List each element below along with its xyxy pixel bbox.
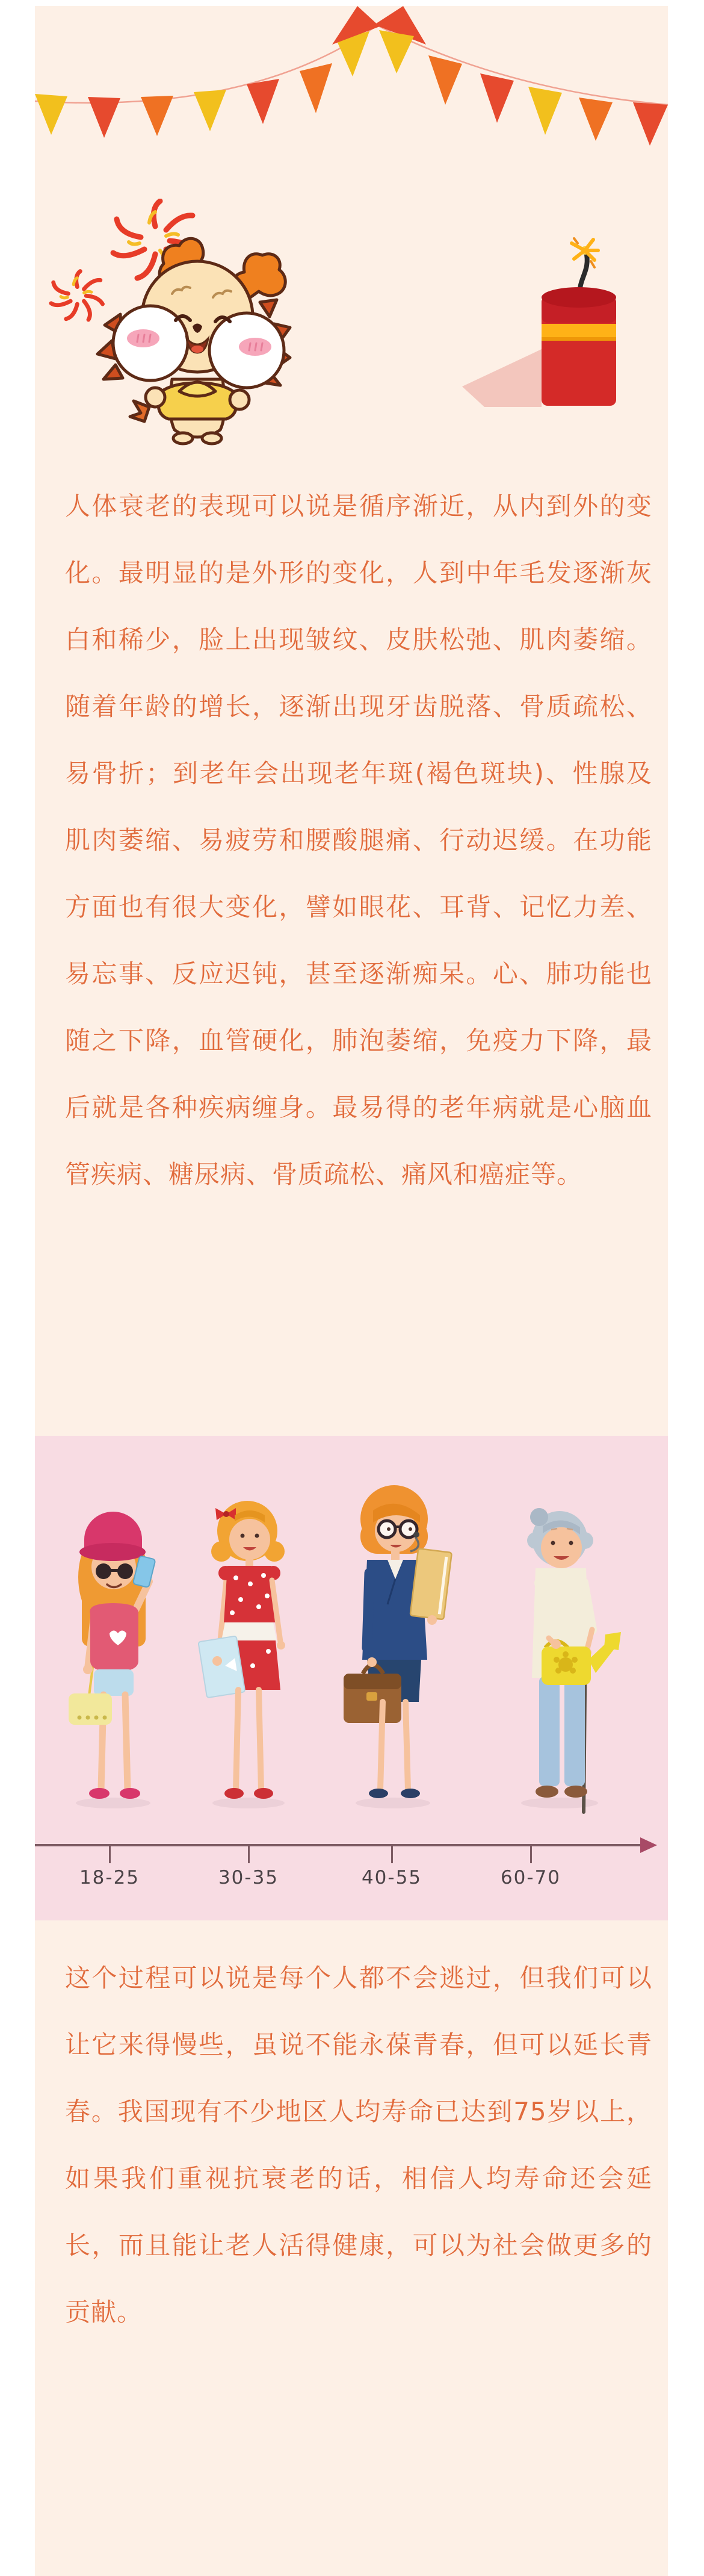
timeline-arrowhead-icon	[640, 1837, 657, 1853]
bunting-banner-icon	[35, 6, 668, 158]
paragraph-anti-aging: 这个过程可以说是每个人都不会逃过，但我们可以让它来得慢些，虽说不能永葆青春，但可以延长青春。我国现有不少地区人均寿命已达到75岁以上，如果我们重视抗衰老的话，相信人均寿命还会延长，而且能让老人活得健康，可以为社会做更多的贡献。	[65, 1963, 652, 2327]
timeline-tick	[530, 1844, 532, 1863]
figure-senior-60-70	[527, 1508, 621, 1812]
content-panel	[35, 6, 668, 2576]
aging-figures	[35, 1460, 668, 1845]
figure-young-adult-18-25	[69, 1512, 156, 1799]
dragon-illustration	[48, 199, 409, 445]
age-label-40-55: 40-55	[361, 1867, 422, 1889]
dragon-body	[97, 238, 290, 444]
timeline-tick	[109, 1844, 111, 1863]
timeline-tick	[391, 1844, 393, 1863]
aging-stages-illustration	[35, 1436, 668, 1920]
firecracker-shadow	[462, 349, 542, 407]
document-folder	[410, 1548, 452, 1619]
timeline-axis	[35, 1844, 643, 1846]
hair-bun	[530, 1508, 548, 1526]
age-label-18-25: 18-25	[79, 1867, 140, 1889]
handbag	[69, 1693, 112, 1725]
age-label-60-70: 60-70	[500, 1867, 561, 1889]
firecracker-illustration	[451, 235, 668, 409]
timeline-tick	[248, 1844, 250, 1863]
age-label-30-35: 30-35	[218, 1867, 279, 1889]
figure-adult-30-35	[198, 1501, 285, 1799]
figure-middle-aged-40-55	[344, 1485, 452, 1798]
paragraph-aging-signs: 人体衰老的表现可以说是循序渐近，从内到外的变化。最明显的是外形的变化，人到中年毛发逐渐灰白和稀少，脸上出现皱纹、皮肤松弛、肌肉萎缩。随着年龄的增长，逐渐出现牙齿脱落、骨质疏松、易骨折；到老年会出现老年斑(褐色斑块)、性腺及肌肉萎缩、易疲劳和腰酸腿痛、行动迟缓。在功能方面也有很大变化，譬如眼花、耳背、记忆力差、易忘事、反应迟钝，甚至逐渐痴呆。心、肺功能也随之下降，血管硬化，肺泡萎缩，免疫力下降，最后就是各种疾病缠身。最易得的老年病就是心脑血管疾病、糖尿病、骨质疏松、痛风和癌症等。	[65, 491, 652, 1189]
